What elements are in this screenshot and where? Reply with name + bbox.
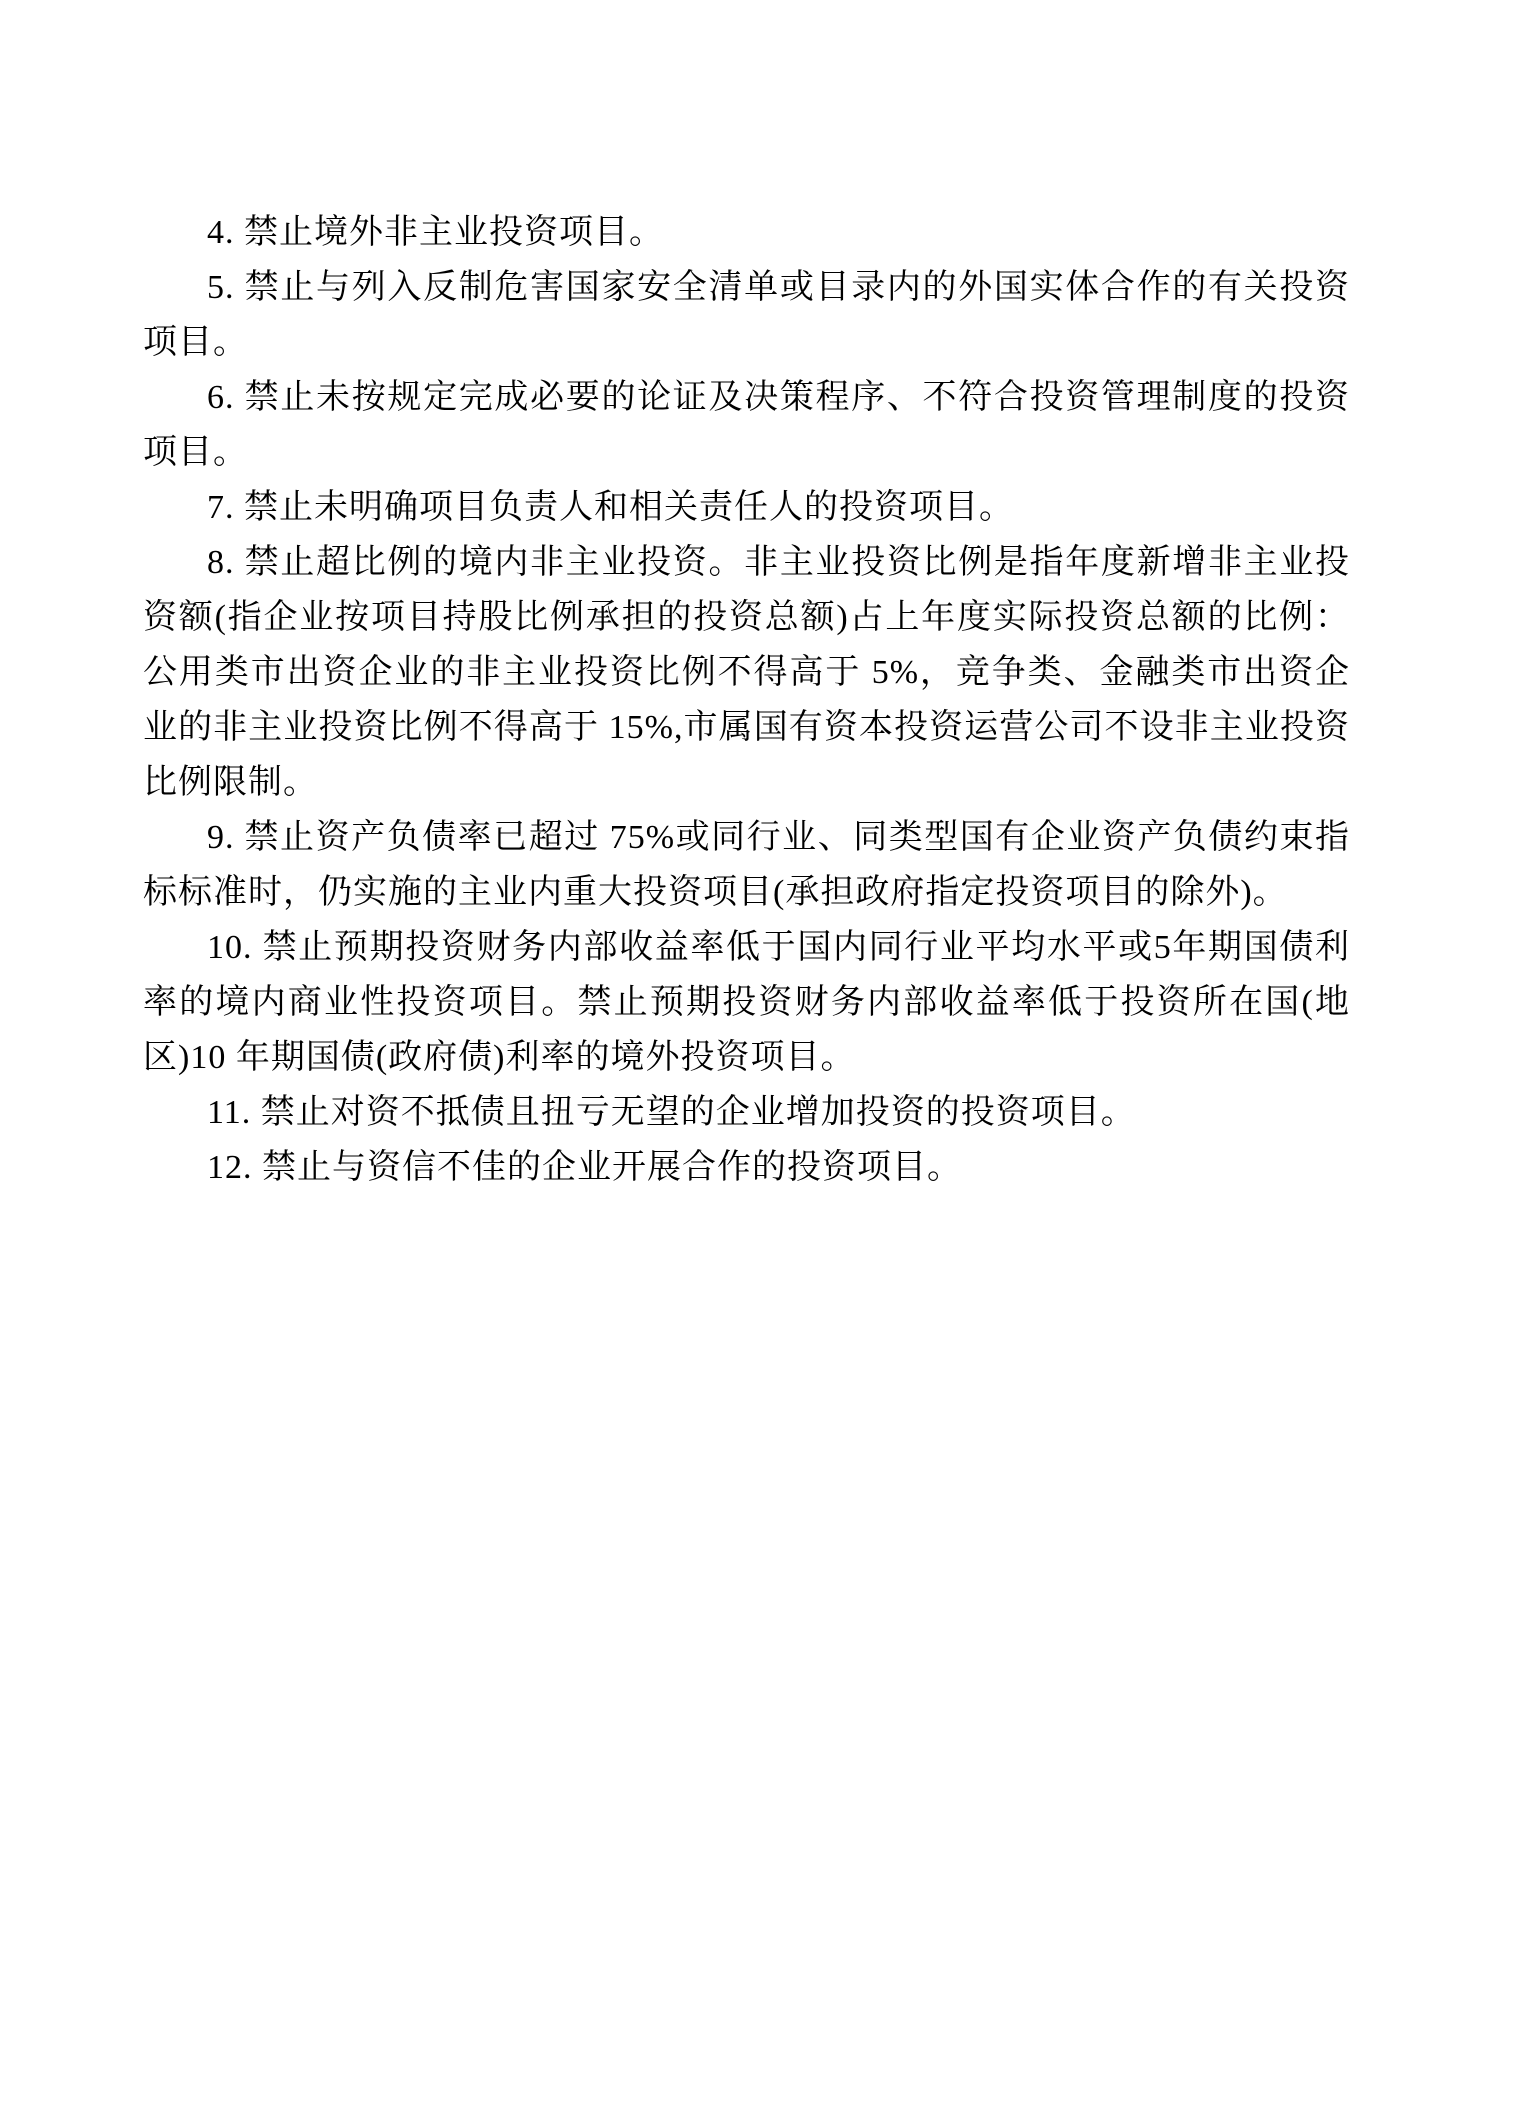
list-item-12: 12. 禁止与资信不佳的企业开展合作的投资项目。 [207,1149,962,1186]
list-item-4: 4. 禁止境外非主业投资项目。 [207,214,664,251]
list-item-6: 6. 禁止未按规定完成必要的论证及决策程序、不符合投资管理制度的投资项目。 [143,379,1350,471]
list-item-10: 10. 禁止预期投资财务内部收益率低于国内同行业平均水平或5年期国债利率的境内商业性投资项目。禁止预期投资财务内部收益率低于投资所在国(地区)10 年期国债(政府债)利率的境外投资项目。 [143,929,1350,1076]
list-item-11: 11. 禁止对资不抵债且扭亏无望的企业增加投资的投资项目。 [207,1094,1136,1131]
list-item-5: 5. 禁止与列入反制危害国家安全清单或目录内的外国实体合作的有关投资项目。 [143,269,1350,361]
list-item-7: 7. 禁止未明确项目负责人和相关责任人的投资项目。 [207,489,1014,526]
list-item-8: 8. 禁止超比例的境内非主业投资。非主业投资比例是指年度新增非主业投资额(指企业按项目持股比例承担的投资总额)占上年度实际投资总额的比例：公用类市出资企业的非主业投资比例不得高于 5%，竞争类、金融类市出资企业的非主业投资比例不得高于 15%,市属国有资本投资运营公司不设非主业投资比例限制。 [143,544,1350,801]
list-item-9: 9. 禁止资产负债率已超过 75%或同行业、同类型国有企业资产负债约束指标标准时，仍实施的主业内重大投资项目(承担政府指定投资项目的除外)。 [143,819,1350,911]
